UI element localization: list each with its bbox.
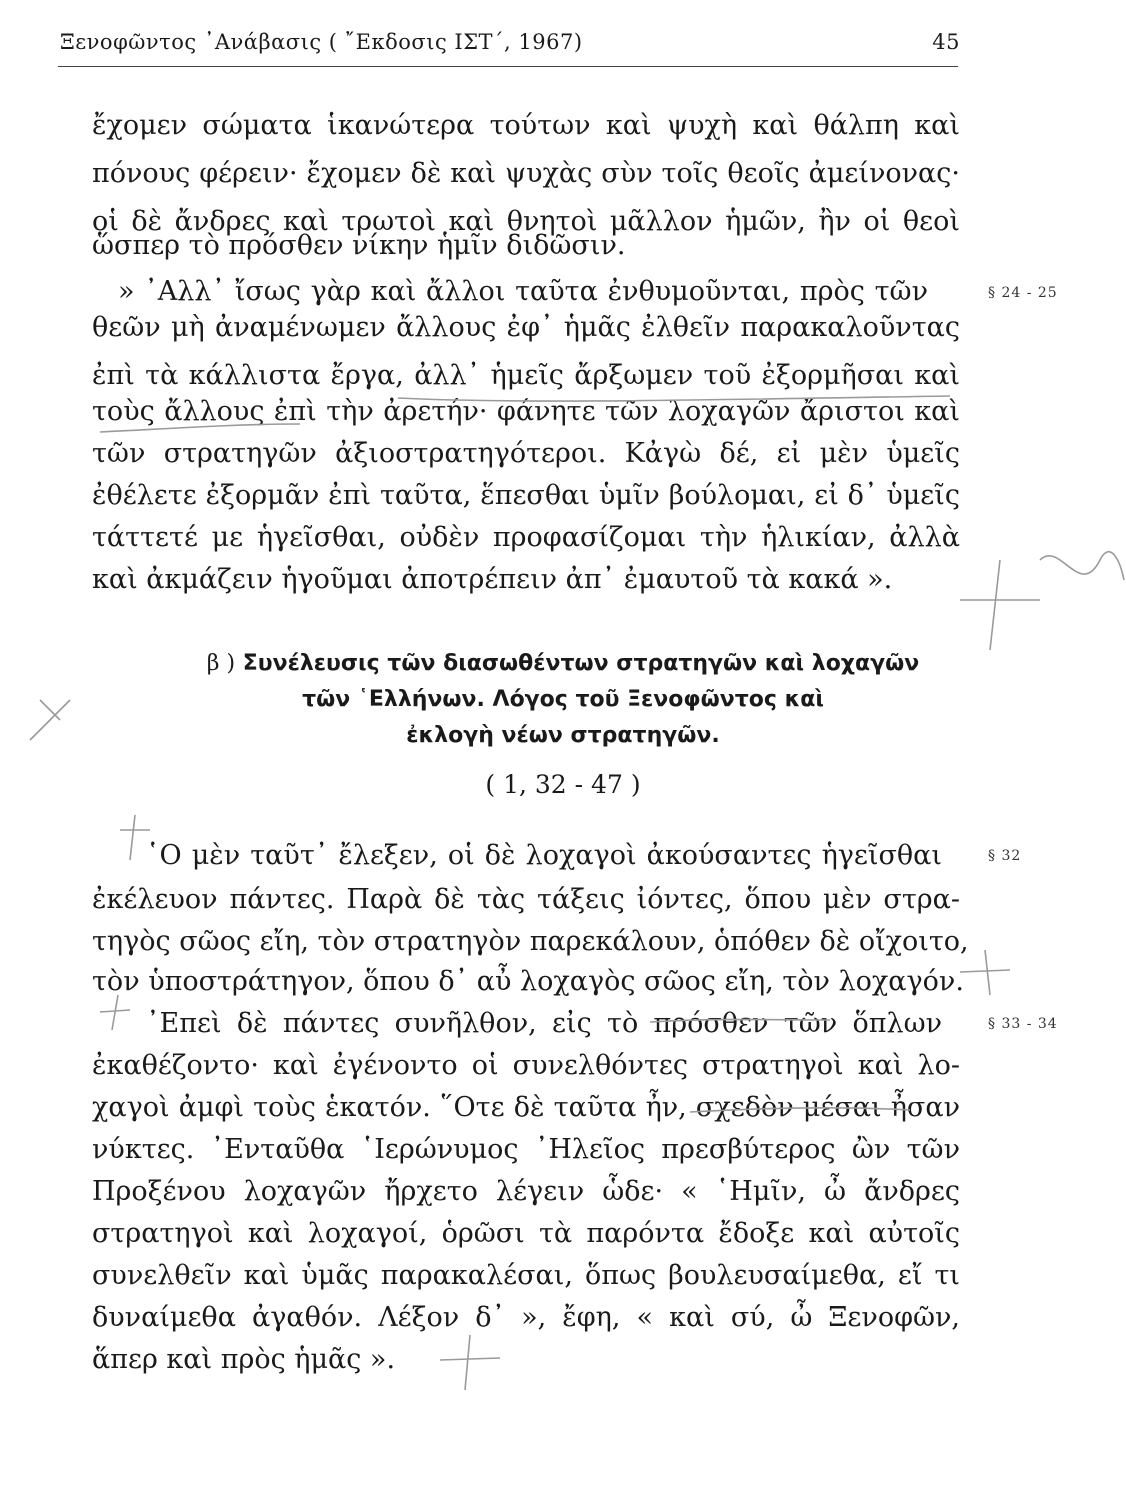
pencil-underline bbox=[100, 424, 300, 432]
text-line: ἐθέλετε ἐξορμᾶν ἐπὶ ταῦτα, ἕπεσθαι ὑμῖν βούλομαι, εἰ δ᾿ ὑμεῖς bbox=[92, 480, 960, 511]
pencil-underline bbox=[398, 396, 950, 401]
running-title: Ξενοφῶντος ᾿Ανάβασις ( ῎Εκδοσις ΙΣΤ΄, 1967) bbox=[60, 30, 583, 54]
section-title-line1: Συνέλευσις τῶν διασωθέντων στρατηγῶν καὶ λοχαγῶν bbox=[242, 651, 920, 676]
pencil-underline bbox=[690, 1108, 910, 1112]
text-line: καὶ ἀκμάζειν ἡγοῦμαι ἀποτρέπειν ἀπ᾿ ἐμαυτοῦ τὰ κακά ». bbox=[92, 564, 893, 595]
text-line: οἱ δὲ ἄνδρες καὶ τρωτοὶ καὶ θνητοὶ μᾶλλον ἡμῶν, ἢν οἱ θεοὶ bbox=[92, 206, 960, 237]
text-line: πόνους φέρειν· ἔχομεν δὲ καὶ ψυχὰς σὺν τοῖς θεοῖς ἀμείνονας· bbox=[92, 158, 960, 189]
text-line: τηγὸς σῶος εἴη, τὸν στρατηγὸν παρεκάλουν, ὁπόθεν δὲ οἴχοιτο, bbox=[92, 926, 969, 957]
pencil-plus-mark bbox=[100, 995, 130, 1030]
text-line: ὥσπερ τὸ πρόσθεν νίκην ἡμῖν διδῶσιν. bbox=[92, 230, 626, 261]
text-line: ἐκαθέζοντο· καὶ ἐγένοντο οἱ συνελθόντες στρατηγοὶ καὶ λο- bbox=[92, 1050, 960, 1081]
pencil-plus-mark bbox=[960, 950, 1010, 995]
pencil-plus-mark bbox=[960, 560, 1040, 650]
text-line: ἔχομεν σώματα ἱκανώτερα τούτων καὶ ψυχὴ καὶ θάλπη καὶ bbox=[92, 110, 960, 141]
text-line: συνελθεῖν καὶ ὑμᾶς παρακαλέσαι, ὅπως βουλευσαίμεθα, εἴ τι bbox=[92, 1260, 960, 1291]
margin-section-note: § 33 - 34 bbox=[988, 1016, 1058, 1032]
text-line: τῶν στρατηγῶν ἀξιοστρατηγότεροι. Κἀγὼ δέ, εἰ μὲν ὑμεῖς bbox=[92, 438, 960, 469]
margin-section-note: § 32 bbox=[988, 848, 1022, 864]
text-line: ᾿Επεὶ δὲ πάντες συνῆλθον, εἰς τὸ πρόσθεν τῶν ὅπλων bbox=[146, 1008, 942, 1039]
page-number: 45 bbox=[932, 30, 960, 54]
pencil-plus-mark bbox=[30, 700, 70, 740]
text-line: στρατηγοὶ καὶ λοχαγοί, ὁρῶσι τὰ παρόντα ἔδοξε καὶ αὐτοῖς bbox=[92, 1218, 960, 1249]
text-line: θεῶν μὴ ἀναμένωμεν ἄλλους ἐφ᾿ ἡμᾶς ἐλθεῖν παρακαλοῦντας bbox=[92, 312, 960, 343]
text-line: » ᾿Αλλ᾿ ἴσως γὰρ καὶ ἄλλοι ταῦτα ἐνθυμοῦνται, πρὸς τῶν bbox=[118, 276, 928, 307]
text-line: τάττετέ με ἡγεῖσθαι, οὐδὲν προφασίζομαι τὴν ἡλικίαν, ἀλλὰ bbox=[92, 522, 960, 553]
text-line: δυναίμεθα ἀγαθόν. Λέξον δ᾿ », ἔφη, « καὶ σύ, ὦ Ξενοφῶν, bbox=[92, 1302, 960, 1333]
section-title-line2: τῶν ῾Ελλήνων. Λόγος τοῦ Ξενοφῶντος καὶ bbox=[302, 687, 824, 712]
text-line: Προξένου λοχαγῶν ἤρχετο λέγειν ὧδε· « ῾Ημῖν, ὦ ἄνδρες bbox=[92, 1176, 960, 1207]
pencil-plus-mark bbox=[120, 815, 150, 860]
pencil-scribble bbox=[1040, 552, 1124, 580]
text-line: χαγοὶ ἀμφὶ τοὺς ἑκατόν. ῞Οτε δὲ ταῦτα ἦν, σχεδὸν μέσαι ἦσαν bbox=[92, 1092, 960, 1123]
section-reference: ( 1, 32 - 47 ) bbox=[485, 770, 641, 799]
text-line: τοὺς ἄλλους ἐπὶ τὴν ἀρετήν· φάνητε τῶν λοχαγῶν ἄριστοι καὶ bbox=[92, 396, 960, 427]
section-title-line3: ἐκλογὴ νέων στρατηγῶν. bbox=[406, 723, 720, 748]
text-line: ἅπερ καὶ πρὸς ἡμᾶς ». bbox=[92, 1344, 396, 1375]
pencil-underline bbox=[650, 1020, 830, 1023]
section-marker: β ) bbox=[206, 651, 236, 676]
pencil-plus-mark bbox=[440, 1335, 500, 1390]
text-line: ἐκέλευον πάντες. Παρὰ δὲ τὰς τάξεις ἰόντες, ὅπου μὲν στρα- bbox=[92, 884, 960, 915]
margin-section-note: § 24 - 25 bbox=[988, 285, 1058, 301]
text-line: νύκτες. ᾿Ενταῦθα ῾Ιερώνυμος ᾿Ηλεῖος πρεσβύτερος ὢν τῶν bbox=[92, 1134, 960, 1165]
text-line: ῾Ο μὲν ταῦτ᾿ ἔλεξεν, οἱ δὲ λοχαγοὶ ἀκούσαντες ἡγεῖσθαι bbox=[146, 840, 942, 871]
text-line: ἐπὶ τὰ κάλλιστα ἔργα, ἀλλ᾿ ἡμεῖς ἄρξωμεν τοῦ ἐξορμῆσαι καὶ bbox=[92, 360, 960, 391]
text-line: τὸν ὑποστράτηγον, ὅπου δ᾿ αὖ λοχαγὸς σῶος εἴη, τὸν λοχαγόν. bbox=[92, 966, 964, 997]
